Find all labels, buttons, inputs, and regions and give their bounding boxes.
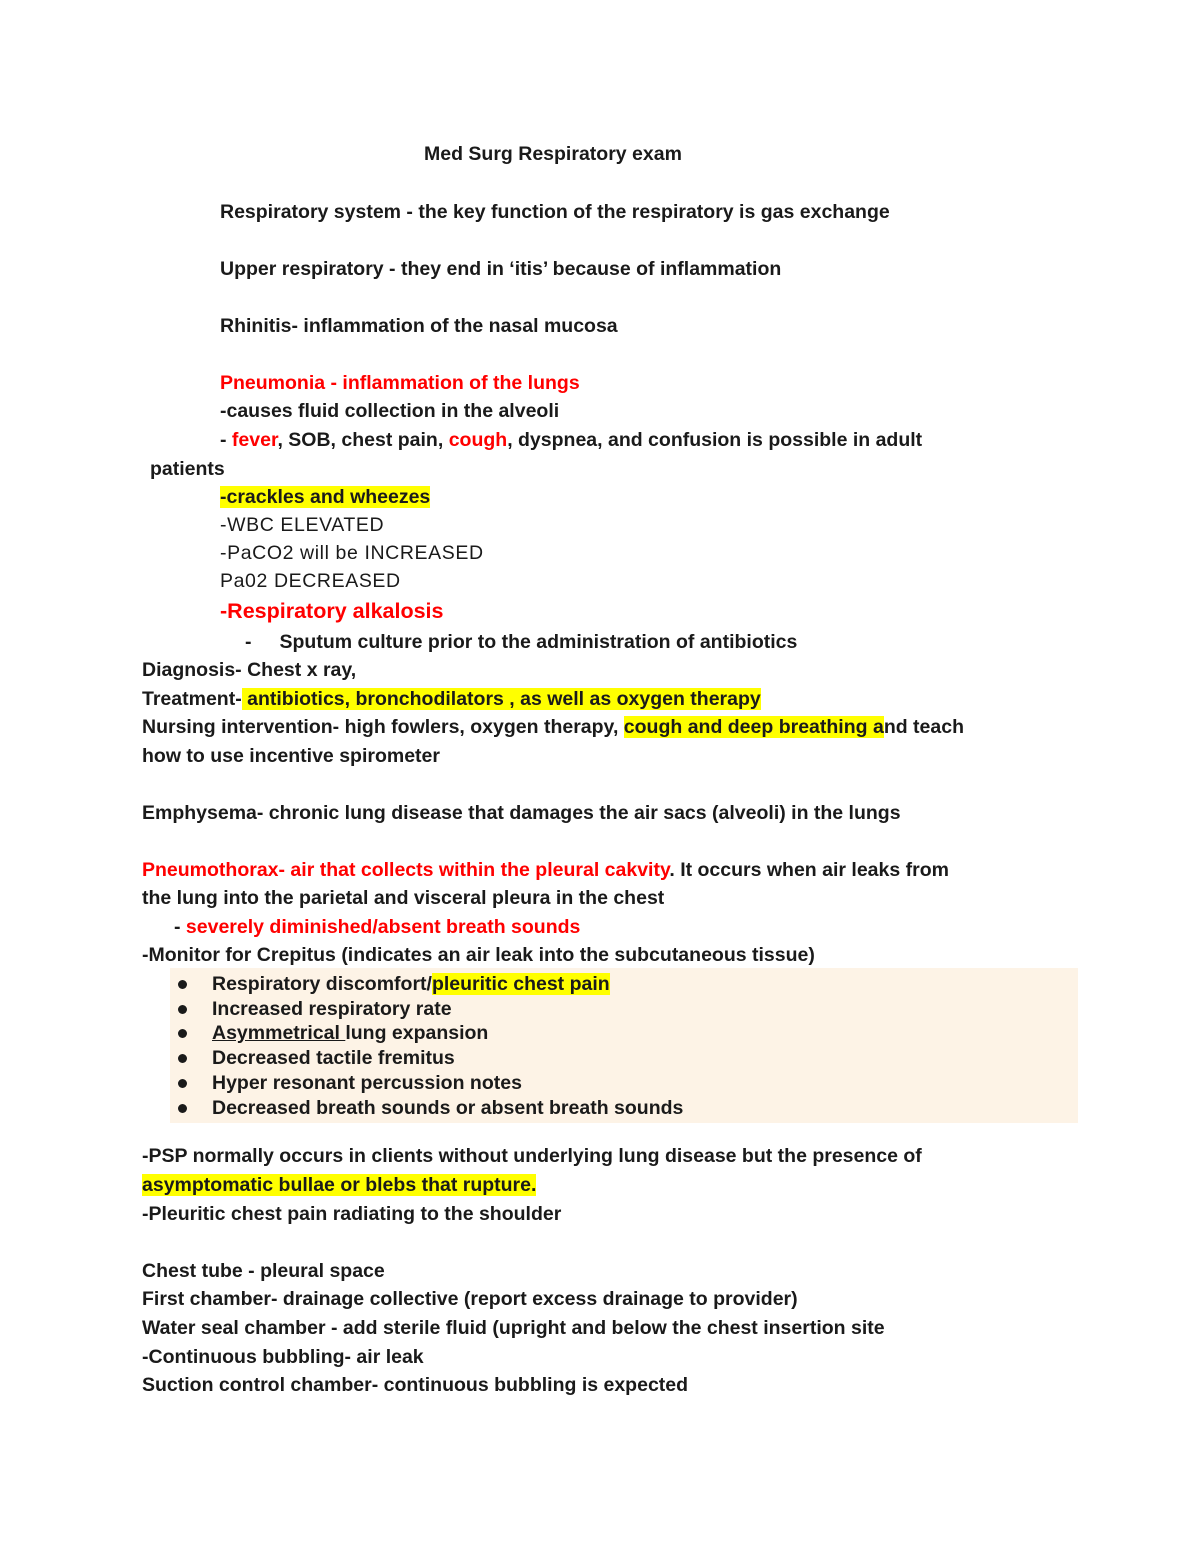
breath-red: severely diminished/absent breath sounds (185, 916, 581, 938)
pneumonia-heading: Pneumonia - inflammation of the lungs (220, 372, 580, 394)
symptoms-sob: , SOB, chest pain, (277, 429, 449, 451)
pneumothorax-heading (142, 857, 949, 883)
sputum-dash: - (245, 631, 252, 653)
pneumothorax-wrap: the lung into the parietal and visceral pleura in the chest (142, 887, 665, 909)
upper-respiratory-line: Upper respiratory - they end in ‘itis’ because of inflammation (220, 258, 782, 280)
crackles-highlight: -crackles and wheezes (220, 486, 431, 508)
nursing-b: nd teach (883, 716, 964, 738)
pneumothorax-red: Pneumothorax- air that collects within the pleural cakvity (142, 859, 670, 881)
water-seal-line: Water seal chamber - add sterile fluid (upright and below the chest insertion site (142, 1317, 885, 1339)
b5-text: Hyper resonant percussion notes (212, 1072, 522, 1094)
bullet-icon (178, 1079, 187, 1088)
rhinitis-line: Rhinitis- inflammation of the nasal mucosa (220, 315, 618, 337)
symptoms-dash: - (220, 429, 232, 451)
alkalosis-text: Respiratory alkalosis (227, 599, 444, 623)
psp-highlight-line (142, 1172, 536, 1198)
symptom-fever: fever (231, 429, 278, 451)
list-item (178, 996, 452, 1022)
respiratory-system-line: Respiratory system - the key function of the respiratory is gas exchange (220, 201, 890, 223)
chest-tube-heading: Chest tube - pleural space (142, 1260, 385, 1282)
b6-text: Decreased breath sounds or absent breath sounds (212, 1097, 684, 1119)
page-title: Med Surg Respiratory exam (424, 143, 682, 165)
pneumothorax-rest: . It occurs when air leaks from (669, 859, 949, 881)
symptoms-rest: , dyspnea, and confusion is possible in adult (507, 429, 923, 451)
bullet-icon (178, 980, 187, 989)
treatment-line (142, 686, 761, 712)
psp-highlight: asymptomatic bullae or blebs that rupture. (142, 1174, 537, 1196)
b4-text: Decreased tactile fremitus (212, 1047, 455, 1069)
b1-highlight: pleuritic chest pain (431, 973, 610, 995)
bullet-icon (178, 1054, 187, 1063)
symptom-cough: cough (448, 429, 508, 451)
breath-dash: - (174, 916, 186, 938)
treatment-highlight: antibiotics, bronchodilators , as well as oxygen therapy (241, 688, 761, 710)
list-item (178, 1020, 488, 1046)
b2-text: Increased respiratory rate (212, 998, 452, 1020)
crepitus-line: -Monitor for Crepitus (indicates an air leak into the subcutaneous tissue) (142, 944, 815, 966)
treatment-label: Treatment- (142, 688, 242, 710)
nursing-highlight: cough and deep breathing a (623, 716, 884, 738)
nursing-a: Nursing intervention- high fowlers, oxygen therapy, (142, 716, 624, 738)
pneumonia-symptoms-line (220, 427, 922, 453)
list-item (178, 1070, 522, 1096)
pao2-line: Pa02 DECREASED (220, 570, 401, 592)
first-chamber-line: First chamber- drainage collective (report excess drainage to provider) (142, 1288, 798, 1310)
b3-underlined: Asymmetrical (212, 1022, 346, 1044)
nursing-wrap: how to use incentive spirometer (142, 745, 440, 767)
sputum-line (245, 629, 797, 655)
crackles-line (220, 484, 430, 510)
pneumonia-fluid-line: -causes fluid collection in the alveoli (220, 400, 560, 422)
suction-control-line: Suction control chamber- continuous bubbling is expected (142, 1374, 689, 1396)
pneumonia-symptoms-wrap: patients (150, 458, 225, 480)
alkalosis-dash: - (220, 599, 228, 623)
psp-line: -PSP normally occurs in clients without underlying lung disease but the presence of (142, 1145, 922, 1167)
paco2-line: -PaCO2 will be INCREASED (220, 542, 484, 564)
b3-text: lung expansion (345, 1022, 489, 1044)
nursing-line (142, 714, 964, 740)
list-item (178, 971, 610, 997)
sputum-text: Sputum culture prior to the administration of antibiotics (279, 631, 798, 653)
list-item (178, 1095, 683, 1121)
bullet-icon (178, 1104, 187, 1113)
continuous-bubbling-line: -Continuous bubbling- air leak (142, 1346, 424, 1368)
pleuritic-line: -Pleuritic chest pain radiating to the shoulder (142, 1203, 562, 1225)
bullet-icon (178, 1029, 187, 1038)
list-item (178, 1045, 455, 1071)
alkalosis-line (220, 598, 443, 624)
bullet-icon (178, 1005, 187, 1014)
emphysema-line: Emphysema- chronic lung disease that damages the air sacs (alveoli) in the lungs (142, 802, 901, 824)
b1-text: Respiratory discomfort/ (212, 973, 432, 995)
diagnosis-line: Diagnosis- Chest x ray, (142, 659, 357, 681)
breath-sounds-line (174, 914, 580, 940)
wbc-line: -WBC ELEVATED (220, 514, 385, 536)
